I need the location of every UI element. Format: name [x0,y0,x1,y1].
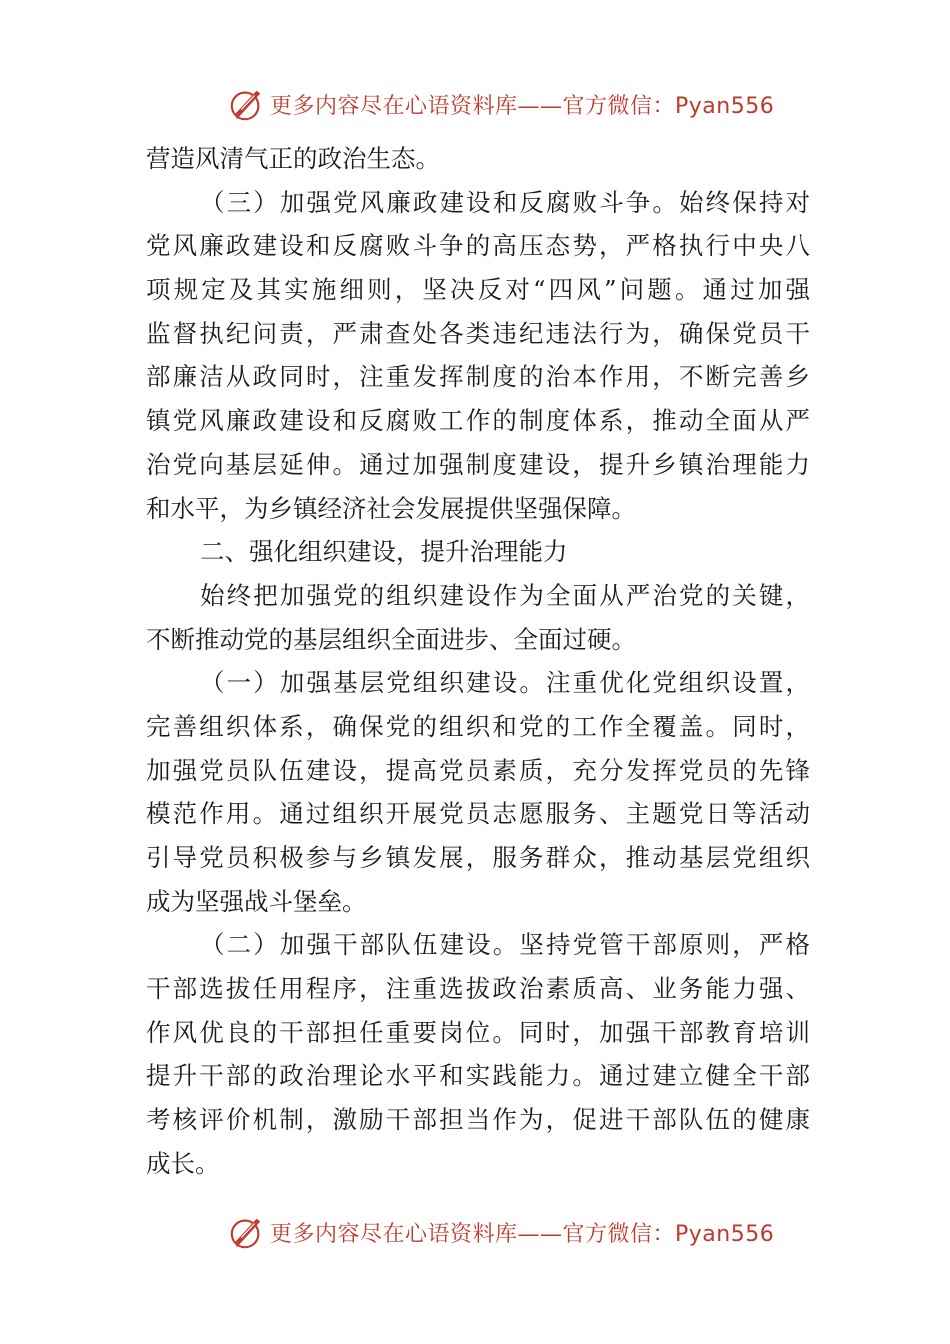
body-line: 完善组织体系，确保党的组织和党的工作全覆盖。同时， [146,711,810,741]
body-line: 部廉洁从政同时，注重发挥制度的治本作用，不断完善乡 [146,362,810,392]
body-line: 提升干部的政治理论水平和实践能力。通过建立健全干部 [146,1061,810,1091]
footer-banner-text [270,1217,774,1248]
footer-banner-wechat: 官方微信：Pyan556 [562,1221,775,1247]
document-body [146,137,810,1186]
body-line: 治党向基层延伸。通过加强制度建设，提升乡镇治理能力 [146,449,810,479]
body-line: 成长。 [146,1148,220,1178]
body-line: 党风廉政建设和反腐败斗争的高压态势，严格执行中央八 [146,231,810,261]
quill-pen-logo-icon [228,1213,266,1251]
body-line: 镇党风廉政建设和反腐败工作的制度体系，推动全面从严 [146,406,810,436]
body-line: （三）加强党风廉政建设和反腐败斗争。始终保持对 [200,187,810,217]
body-line: 营造风清气正的政治生态。 [146,144,440,173]
body-line: 项规定及其实施细则，坚决反对“四风”问题。通过加强 [146,275,810,305]
footer-banner-dash: —— [517,1221,563,1247]
header-banner-text [270,89,774,120]
body-line: 作风优良的干部担任重要岗位。同时，加强干部教育培训 [146,1017,810,1047]
body-line: 模范作用。通过组织开展党员志愿服务、主题党日等活动 [146,799,810,829]
body-line: 和水平，为乡镇经济社会发展提供坚强保障。 [146,493,636,523]
body-line: 监督执纪问责，严肃查处各类违纪违法行为，确保党员干 [146,318,810,348]
body-line: 考核评价机制，激励干部担当作为，促进干部队伍的健康 [146,1105,810,1135]
quill-pen-logo-icon [228,85,266,123]
header-banner-wechat: 官方微信：Pyan556 [562,93,775,119]
header-banner [228,82,774,126]
footer-banner-title: 更多内容尽在心语资料库 [270,1221,518,1247]
section-heading: 二、强化组织建设，提升治理能力 [200,537,568,567]
header-banner-title: 更多内容尽在心语资料库 [270,93,518,119]
body-line: 加强党员队伍建设，提高党员素质，充分发挥党员的先锋 [146,755,810,785]
footer-banner [228,1210,774,1254]
body-line: （一）加强基层党组织建设。注重优化党组织设置， [200,668,810,698]
body-line: 不断推动党的基层组织全面进步、全面过硬。 [146,624,636,654]
body-line: 成为坚强战斗堡垒。 [146,886,367,916]
body-line: 干部选拔任用程序，注重选拔政治素质高、业务能力强、 [146,974,810,1004]
body-line: 引导党员积极参与乡镇发展，服务群众，推动基层党组织 [146,843,810,872]
body-line: 始终把加强党的组织建设作为全面从严治党的关键， [200,580,810,610]
header-banner-dash: —— [517,93,563,119]
body-line: （二）加强干部队伍建设。坚持党管干部原则，严格 [200,930,810,960]
